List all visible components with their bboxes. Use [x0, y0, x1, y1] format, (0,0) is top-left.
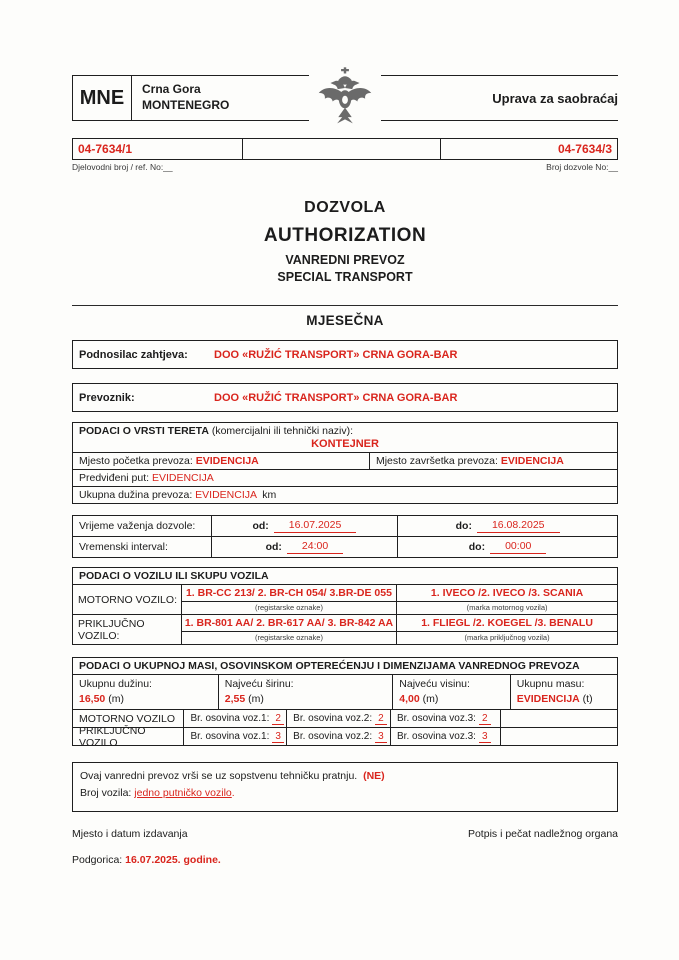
max-width-cell: Najveću širinu: 2,55 (m) [219, 675, 394, 709]
motor-axles-label: MOTORNO VOZILO [73, 710, 184, 727]
planned-route-value: EVIDENCIJA [151, 472, 214, 484]
trailer-axles-2: Br. osovina voz.2: 3 [287, 728, 391, 745]
escort-statement: Ovaj vanredni prevoz vrši se uz sopstvenu tehničku pratnju. (NE) [80, 770, 385, 783]
divider-line [72, 305, 618, 306]
motor-axles-3-value: 2 [479, 713, 491, 725]
escort-vehicle-value: jedno putničko vozilo [134, 786, 232, 799]
motor-vehicle-label: MOTORNO VOZILO: [73, 585, 182, 614]
valid-from: od: 16.07.2025 [212, 516, 399, 536]
carrier-value: DOO «RUŽIĆ TRANSPORT» CRNA GORA-BAR [214, 391, 458, 404]
permit-period: MJESEČNA [306, 313, 384, 328]
cargo-section [72, 422, 618, 504]
escort-section [72, 762, 618, 812]
motor-vehicle-brands: 1. IVECO /2. IVECO /3. SCANIA [397, 585, 617, 602]
country-code: MNE [72, 76, 132, 120]
empty-cell [501, 710, 617, 727]
reference-number-table [72, 138, 618, 160]
trailer-axles-3-value: 3 [479, 731, 491, 743]
montenegro-coat-of-arms-icon [309, 67, 381, 132]
max-height-value: 4,00 [399, 693, 420, 706]
trailer-vehicle-plates: 1. BR-801 AA/ 2. BR-617 AA/ 3. BR-842 AA [182, 615, 396, 632]
cargo-route-row [73, 452, 617, 469]
trailer-axles-1-value: 3 [272, 731, 284, 743]
total-mass-value: EVIDENCIJA [516, 693, 580, 706]
valid-to-date: 16.08.2025 [477, 519, 560, 532]
trailer-axles-label: PRIKLJUČNO VOZILO [73, 728, 184, 745]
interval-from: od: 24:00 [212, 537, 399, 557]
ref-empty-cell [243, 139, 441, 159]
cargo-name: KONTEJNER [311, 438, 379, 450]
motor-axles-1-value: 2 [272, 713, 284, 725]
title-english: AUTHORIZATION [263, 225, 427, 246]
total-distance: Ukupna dužina prevoza: EVIDENCIJA km [73, 486, 617, 503]
time-interval-row [73, 536, 617, 557]
transport-end-value: EVIDENCIJA [500, 455, 564, 467]
issue-date-line: Podgorica: 16.07.2025. godine. [72, 853, 221, 866]
interval-to: do: 00:00 [398, 537, 617, 557]
vehicle-table [72, 567, 618, 645]
brands-caption: (marka priključnog vozila) [464, 633, 550, 642]
validity-table [72, 515, 618, 558]
total-mass-cell: Ukupnu masu: EVIDENCIJA (t) [516, 678, 593, 706]
footer-labels [72, 828, 618, 840]
interval-from-time: 24:00 [287, 540, 343, 553]
vehicle-table-header: PODACI O VOZILU ILI SKUPU VOZILA [73, 568, 617, 585]
carrier-box [72, 383, 618, 412]
country-name-en: MONTENEGRO [142, 98, 230, 112]
header-band [72, 75, 618, 121]
motor-vehicle-plates: 1. BR-CC 213/ 2. BR-CH 054/ 3.BR-DE 055 [182, 585, 396, 602]
motor-axles-2-value: 2 [375, 713, 387, 725]
max-width-value: 2,55 [224, 693, 246, 706]
motor-axles-1: Br. osovina voz.1: 2 [184, 710, 287, 727]
country-name-local: Crna Gora [142, 82, 201, 97]
motor-vehicle-brands-cell [397, 585, 617, 614]
interval-to-time: 00:00 [490, 540, 546, 553]
interval-label: Vremenski interval: [73, 537, 212, 557]
issue-place-label: Mjesto i datum izdavanja [72, 827, 188, 840]
subtitle-local: VANREDNI PREVOZ [285, 253, 405, 267]
permit-number-caption: Broj dozvole No:__ [546, 162, 618, 172]
motor-axles-2: Br. osovina voz.2: 2 [287, 710, 391, 727]
distance-unit: km [262, 489, 277, 501]
country-names [132, 76, 229, 120]
trailer-vehicle-plates-cell [182, 615, 397, 644]
planned-route: Predviđeni put: EVIDENCIJA [73, 469, 617, 486]
brands-caption: (marka motornog vozila) [466, 603, 548, 612]
motor-vehicle-row [73, 585, 617, 614]
escort-vehicle-count: Broj vozila: jedno putničko vozilo. [80, 786, 235, 799]
transport-end: Mjesto završetka prevoza: EVIDENCIJA [375, 455, 564, 467]
trailer-vehicle-row [73, 614, 617, 644]
signature-label: Potpis i pečat nadležnog organa [467, 827, 618, 840]
trailer-axles-2-value: 3 [375, 731, 387, 743]
total-length-value: 16,50 [79, 693, 106, 706]
applicant-label: Podnosilac zahtjeva: [79, 348, 188, 361]
mass-dimensions-table [72, 657, 618, 749]
dimension-values-row [73, 675, 617, 709]
trailer-vehicle-brands: 1. FLIEGL /2. KOEGEL /3. BENALU [397, 615, 617, 632]
applicant-value: DOO «RUŽIĆ TRANSPORT» CRNA GORA-BAR [214, 348, 458, 361]
transport-start-value: EVIDENCIJA [195, 455, 259, 467]
cargo-header: PODACI O VRSTI TERETA (komercijalni ili tehnički naziv): [79, 425, 354, 437]
valid-to: do: 16.08.2025 [398, 516, 617, 536]
ref-number: 04-7634/1 [73, 139, 243, 159]
mass-table-header: PODACI O UKUPNOJ MASI, OSOVINSKOM OPTEREĆENJU I DIMENZIJAMA VANREDNOG PREVOZA [73, 658, 617, 675]
authority-name: Uprava za saobraćaj [492, 90, 618, 106]
document-title-block [72, 199, 618, 284]
motor-axles-3: Br. osovina voz.3: 2 [391, 710, 501, 727]
escort-answer: (NE) [363, 770, 385, 783]
trailer-axles-row [73, 724, 617, 749]
reference-captions [72, 162, 618, 172]
permit-number: 04-7634/3 [557, 142, 612, 156]
total-distance-value: EVIDENCIJA [195, 489, 257, 501]
validity-label: Vrijeme važenja dozvole: [73, 516, 212, 536]
issue-date-value: 16.07.2025. godine. [125, 853, 221, 866]
applicant-box [72, 340, 618, 369]
ref-number-caption: Djelovodni broj / ref. No:__ [72, 162, 173, 172]
title-local: DOZVOLA [304, 199, 386, 216]
trailer-axles-1: Br. osovina voz.1: 3 [184, 728, 287, 745]
trailer-vehicle-label: PRIKLJUČNO VOZILO: [73, 615, 182, 644]
valid-from-date: 16.07.2025 [274, 519, 357, 532]
trailer-vehicle-brands-cell [397, 615, 617, 644]
empty-cell [501, 728, 617, 745]
plates-caption: (registarske oznake) [255, 633, 323, 642]
subtitle-english: SPECIAL TRANSPORT [277, 270, 413, 284]
plates-caption: (registarske oznake) [255, 603, 323, 612]
validity-period-row [73, 516, 617, 536]
transport-start: Mjesto početka prevoza: EVIDENCIJA [73, 453, 370, 469]
motor-vehicle-plates-cell [182, 585, 397, 614]
max-height-cell: Najveću visinu: 4,00 (m) [393, 675, 510, 709]
total-length-cell: Ukupnu dužinu: 16,50 (m) [73, 675, 219, 709]
trailer-axles-3: Br. osovina voz.3: 3 [391, 728, 501, 745]
carrier-label: Prevoznik: [79, 391, 135, 404]
